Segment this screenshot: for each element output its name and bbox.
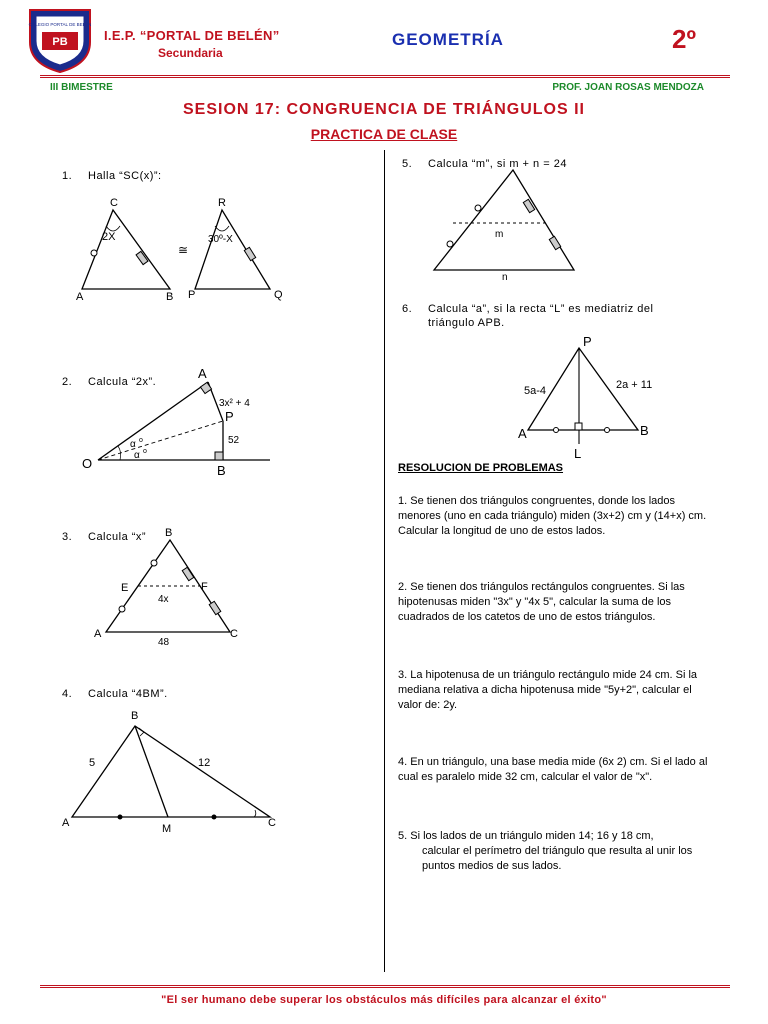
label-B: B — [166, 291, 174, 303]
base-48: 48 — [158, 637, 170, 648]
side-5: 5 — [89, 757, 96, 769]
side-5a-4: 5a-4 — [524, 385, 547, 397]
question-4 — [62, 688, 168, 700]
label-B: B — [131, 710, 139, 722]
question-text: Halla “SC(x)”: — [88, 170, 162, 182]
label-P: P — [188, 289, 196, 301]
label-E: E — [121, 582, 129, 594]
alpha-2: α — [134, 450, 140, 461]
question-number: 1. — [62, 170, 73, 182]
school-name: I.E.P. “PORTAL DE BELÉN” — [104, 28, 280, 43]
resolution-title: RESOLUCION DE PROBLEMAS — [398, 462, 564, 474]
teacher-label: PROF. JOAN ROSAS MENDOZA — [552, 82, 704, 93]
problem-2: 2. Se tienen dos triángulos rectángulos congruentes. Si las hipotenusas miden "3x" y "4x 5", calcular la suma de los cuadrados de los catetos de uno de estos triángulos. — [398, 581, 685, 623]
label-R: R — [218, 197, 226, 209]
congruent-symbol: ≅ — [178, 243, 189, 257]
question-number: 2. — [62, 376, 73, 388]
label-P: P — [583, 334, 592, 349]
mid-m: m — [495, 229, 504, 240]
figure-6 — [510, 334, 670, 460]
alpha-1: α — [130, 439, 136, 450]
degree-1: o — [139, 437, 143, 444]
question-1 — [62, 170, 162, 182]
question-number: 6. — [402, 303, 413, 315]
label-M: M — [162, 823, 172, 834]
mid-4x: 4x — [158, 594, 169, 605]
question-number: 4. — [62, 688, 73, 700]
angle-2x: 2X — [102, 231, 116, 243]
label-O: O — [82, 456, 93, 471]
angle-30-x: 30º-X — [208, 234, 233, 245]
label-A: A — [62, 817, 70, 829]
label-B: B — [640, 423, 649, 438]
subject-title: GEOMETRÍA — [392, 30, 504, 49]
side-52: 52 — [228, 435, 240, 446]
side-2a-11: 2a + 11 — [616, 379, 653, 391]
footer-divider — [40, 985, 730, 986]
side-3x2-4: 3x² + 4 — [219, 398, 250, 409]
problem-4: 4. En un triángulo, una base media mide (6x 2) cm. Si el lado al cual es paralelo mide 32 cm, calcular el valor de "x". — [398, 756, 708, 783]
label-Q: Q — [274, 289, 283, 301]
question-number: 5. — [402, 158, 413, 170]
label-A: A — [76, 291, 84, 303]
question-text: Calcula “4BM”. — [88, 688, 168, 700]
question-text: Calcula “x” — [88, 531, 147, 543]
question-6 — [402, 303, 653, 315]
school-logo — [24, 6, 96, 74]
figure-1 — [60, 192, 310, 307]
problem-3: 3. La hipotenusa de un triángulo rectángulo mide 24 cm. Si la mediana relativa a dicha hipotenusa mide "5y+2", calcular el valor de: 2y. — [398, 669, 698, 711]
problem-5: 5. Si los lados de un triángulo miden 14; 16 y 18 cm, calcular el perímetro del triángulo que resulta al unir los puntos medios de sus lados. — [398, 830, 693, 872]
question-text: Calcula “2x”. — [88, 376, 157, 388]
logo-caption: COLEGIO PORTAL DE BELÉN — [28, 22, 92, 27]
figure-5 — [420, 166, 590, 284]
label-B: B — [165, 527, 173, 539]
label-A: A — [198, 366, 207, 381]
header-divider-2 — [40, 77, 730, 78]
figure-2 — [78, 362, 278, 480]
label-A: A — [518, 426, 527, 441]
question-6-line-2: triángulo APB. — [428, 317, 505, 329]
motto: "El ser humano debe superar los obstáculos más difíciles para alcanzar el éxito" — [161, 994, 607, 1006]
label-P: P — [225, 409, 234, 424]
question-number: 3. — [62, 531, 73, 543]
label-A: A — [94, 628, 102, 640]
footer-divider-2 — [40, 987, 730, 988]
side-12: 12 — [198, 757, 211, 769]
school-level: Secundaria — [158, 46, 223, 60]
problem-1: 1. Se tienen dos triángulos congruentes, donde los lados menores (uno en cada triángulo) miden (3x+2) cm y (14+x) cm. Calcular la longitud de uno de estos lados. — [398, 495, 707, 537]
question-text: Calcula “m”, si m + n = 24 — [428, 158, 567, 170]
base-n: n — [502, 272, 508, 283]
label-L: L — [574, 446, 582, 460]
label-C: C — [110, 197, 118, 209]
practice-subtitle: PRACTICA DE CLASE — [310, 126, 458, 142]
bimestre-label: III BIMESTRE — [50, 82, 113, 93]
column-divider — [384, 150, 385, 972]
grade-label: 2º — [672, 24, 696, 54]
figure-3 — [90, 524, 250, 650]
label-C: C — [230, 628, 238, 640]
question-text: Calcula “a”, si la recta “L” es mediatriz del — [428, 303, 654, 315]
label-B: B — [217, 463, 226, 478]
label-C: C — [268, 817, 276, 829]
figure-4 — [58, 704, 288, 834]
session-title: SESION 17: CONGRUENCIA DE TRIÁNGULOS II — [183, 101, 585, 118]
degree-2: o — [143, 448, 147, 455]
header-divider — [40, 75, 730, 76]
logo-text: PB — [52, 36, 68, 48]
label-F: F — [201, 581, 208, 593]
